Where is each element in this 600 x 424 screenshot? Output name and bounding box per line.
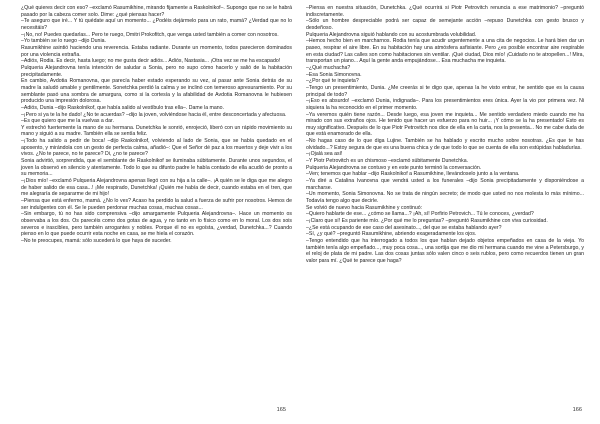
left-page xyxy=(21,5,292,419)
paragraph: –Esa Sonia Simonovna. xyxy=(306,71,362,78)
paragraph: –¡Pero si ya te la he dado! ¿No te acuerdas? –dijo la joven, volviéndose hacia él, entre desconcertada y afectuosa. xyxy=(21,111,287,118)
paragraph: –No hagas caso de lo que diga Lujine. También se ha hablado y escrito mucho sobre nosotras. ¿Es que te has olvidado...? Estoy segura de que es una buena chica y de que todo lo que se cuenta de ella son estúpidas habladurías. xyxy=(306,138,584,151)
paragraph: –Adiós, Rodia. Es decir, hasta luego; no me gusta decir adiós... Adiós, Nastasia... ¡Otra vez se me ha escapado! xyxy=(21,58,281,65)
paragraph: –No te preocupes, mamá: sólo sucederá lo que haya de suceder. xyxy=(21,237,172,244)
page-text xyxy=(306,5,584,265)
paragraph: –¡No, no! Puedes quedarlas... Pero te ruego, Dmitri Prokofitch, que venga usted también a comer con nosotros. xyxy=(21,31,279,38)
paragraph: –Adiós, Dunia –dijo Raskolnikof, que había salido al vestíbulo tras ella–. Dame la mano. xyxy=(21,104,225,111)
paragraph: –Quiero hablarte de ese... ¿cómo se llama...? ¡Ah, sí! Porfirio Petrovich... Tú le conoces, ¿verdad? xyxy=(306,211,534,218)
paragraph: –Piensa en nuestra situación, Dunetchka. ¿Qué ocurrirá si Piotr Petrovitch renuncia a ese matrimonio? –preguntó indiscretamente. xyxy=(306,5,584,18)
paragraph: –Sólo un hombre despreciable podrá ser capaz de semejante acción –repuso Dunetchka con gesto brusco y desdeñoso. xyxy=(306,18,584,31)
paragraph: Y estrechó fuertemente la mano de su hermana. Dunetchka le sonrió, enrojeció, liberó con un rápido movimiento su mano y siguió a su madre. También ella se sentía feliz. xyxy=(21,124,292,138)
paragraph: –Sí, ¿y qué? –preguntó Rasumikhine, abriendo exageradamente los ojos. xyxy=(306,231,477,238)
paragraph: –¿Se está ocupando de ese caso del asesinato..., del que se estaba hablando ayer? xyxy=(306,224,502,231)
paragraph: –Piensa que está enfermo, mamá. ¿No lo ves? Acaso ha perdido la salud a fuerza de sufrir por nosotros. Hemos de ser indulgentes con él. Se le pueden perdonar muchas cosas, muchas cosas... xyxy=(21,198,292,211)
paragraph: –Ya diré a Catalina Ivanovna que vendrá usted a los funerales –dijo Sonia precipitadamente y disponiéndose a marcharse. xyxy=(306,178,584,191)
paragraph: –Ven; tenemos que hablar –dijo Raskolnikof a Rasumikhine, llevándoselo junto a la ventana. xyxy=(306,171,520,178)
paragraph: Rasumikhine asintió haciendo una reverencia. Estaba radiante. Durante un momento, todos parecieron dominados por una violencia extraña. xyxy=(21,44,292,58)
paragraph: –¿Por qué te inquieta? xyxy=(306,78,359,85)
paragraph: Pulqueria Alejandrovna siguió hablando con su acostumbrada volubilidad. xyxy=(306,31,477,38)
paragraph: –¡Ojalá sea así! xyxy=(306,151,343,158)
paragraph: –Yo también se lo ruego –dijo Dunia. xyxy=(21,38,106,45)
paragraph: –¡Claro que sí! Es pariente mío. ¿Por qué me lo preguntas? –preguntó Rasumikhine con viva curiosidad. xyxy=(306,218,548,224)
paragraph: –Te aseguro que iré... Y tú quédate aquí un momento... ¿Podéis dejármelo para un rato, mamá? ¿Verdad que no lo necesitáis? xyxy=(21,18,292,31)
paragraph: Pulqueria Alejandrovna tenía intención de saludar a Sonia, pero no supo cómo hacerlo y salió de la habitación precipitadamente. xyxy=(21,64,292,78)
paragraph: –¿Qué muchacha? xyxy=(306,64,351,71)
paragraph: –¡Eso es absurdo! –exclamó Dunia, indignada–. Para los presentimientos eres única. Ayer la vio por primera vez. Ni siquiera la ha reconocido en el primer momento. xyxy=(306,98,584,111)
paragraph: –Tengo entendido que ha interrogado a todos los que habían dejado objetos empeñados en casa de la vieja. Yo también tenía algo empeñado..., muy poca cosa..., una sortija que me dio mi hermana cuando me vine a Petersburgo, y el reloj de plata de mi padre. Las dos cosas juntas sólo valen cinco o seis rublos, pero como recuerdos tienen un gran valor para mí. ¿Qué te parece que haga? xyxy=(306,237,584,264)
paragraph: –Tengo un presentimiento, Dunia. ¿Me creerás si te digo que, apenas la he visto entrar, he sentido que es la causa principal de todo? xyxy=(306,84,584,98)
paragraph: –Un momento, Sonia Simonovna. No se trata de ningún secreto; de modo que usted no nos molesta lo más mínimo... Todavía tengo algo que decirle. xyxy=(306,191,584,205)
paragraph: –Y Piotr Petrovitch es un chismoso –exclamó súbitamente Dunetchka. xyxy=(306,158,469,165)
paragraph: En cambio, Avdotia Romanovna, que parecía haber estado esperando su vez, al pasar ante Sonia detrás de su madre la saludó amable y gentilmente. Sonetchka perdió la calma y se inclinó con temeroso apresuramiento. Por su semblante pasó una sombra de amargura, como si la cortesía y la afabilidad de Avdotia Romanovna le hubiesen producido una impresión dolorosa. xyxy=(21,78,292,105)
right-page xyxy=(306,5,584,419)
page-number: 165 xyxy=(276,407,286,413)
paragraph: –Ya veremos quién tiene razón... Desde luego, esa joven me inquieta... Me sentido verdadero miedo cuando me ha mirado con sus extraños ojos. He tenido que hacer un esfuerzo para no huir... ¡Y cómo se la ha presentado! Esto es muy significativo. Después de lo que Piotr Petrovitch nos dice de ella en la carta, nos la presenta... No me cabe duda de que está enamorado de ella. xyxy=(306,111,584,138)
paragraph: –Hemos hecho bien en marcharnos. Rodia tenía que acudir urgentemente a una cita de negocios. Le hará bien dar un paseo, respirar el aire libre. En su habitación hay una atmósfera asfixiante. Pero ¿es posible encontrar aire respirable en esta ciudad? Las calles son como habitaciones sin ventilar. ¡Qué ciudad, Dios mío! ¡Cuidado no te atropellen...! Mira, transportan un piano... Aquí la gente anda empujándose... Esa muchacha me inquieta. xyxy=(306,38,584,65)
page-text xyxy=(21,5,292,245)
paragraph: Pulqueria Alejandrovna se contuvo y en este punto terminó la conversación. xyxy=(306,164,482,171)
paragraph: –¡Todo ha salido a pedir de boca! –dijo Raskolnikof, volviendo al lado de Sonia, que se había quedado en el aposento, y mirándola con un gesto de perfecta calma, añadió–: Que el Señor dé paz a los muertos y deje vivir a los vivos. ¿No te parece, no te parece? Di, ¿no te parece? xyxy=(21,138,292,158)
paragraph: –Sin embargo, tú no has sido comprensiva –dijo amargamente Pulqueria Alejandrovna–. Hace un momento os observaba a los dos. Os parecéis como dos gotas de agua, y no tanto en lo físico como en lo moral. Los dos sois severos e irascibles, pero también arrogantes y nobles. Porque él no es egoísta, ¿verdad, Dunetchka...? Cuando pienso en lo que puede ocurrir esta noche en casa, se me hiela el corazón. xyxy=(21,211,292,238)
page-number: 166 xyxy=(572,407,582,413)
paragraph: Se volvió de nuevo hacia Rasumikhine y continuó: xyxy=(306,204,423,211)
paragraph: –Es que quiero que me la vuelvas a dar. xyxy=(21,118,114,125)
paragraph: ¿Qué quieres decir con eso? –exclamó Rasumikhine, mirando fijamente a Raskolnikof–. Supongo que no se le habrá pasado por la cabeza comer solo. Dime: ¿qué piensas hacer? xyxy=(21,5,292,18)
paragraph: –¡Dios mío! –exclamó Pulqueria Alejandrovna apenas llegó con su hija a la calle–. ¡A quién se le diga que me alegro de haber salido de esa casa...! ¡Me respirado, Dunetchka! ¡Quién me había de decir, cuando estaba en el tren, que me alegraría de separarme de mi hijo! xyxy=(21,178,292,198)
paragraph: Sonia advirtió, sorprendida, que el semblante de Raskolnikof se iluminaba súbitamente. Durante unos segundos, el joven la observó en silencio y atentamente. Todo lo que su difunto padre le había contado de ella acudió de pronto a su memoria... xyxy=(21,158,292,178)
